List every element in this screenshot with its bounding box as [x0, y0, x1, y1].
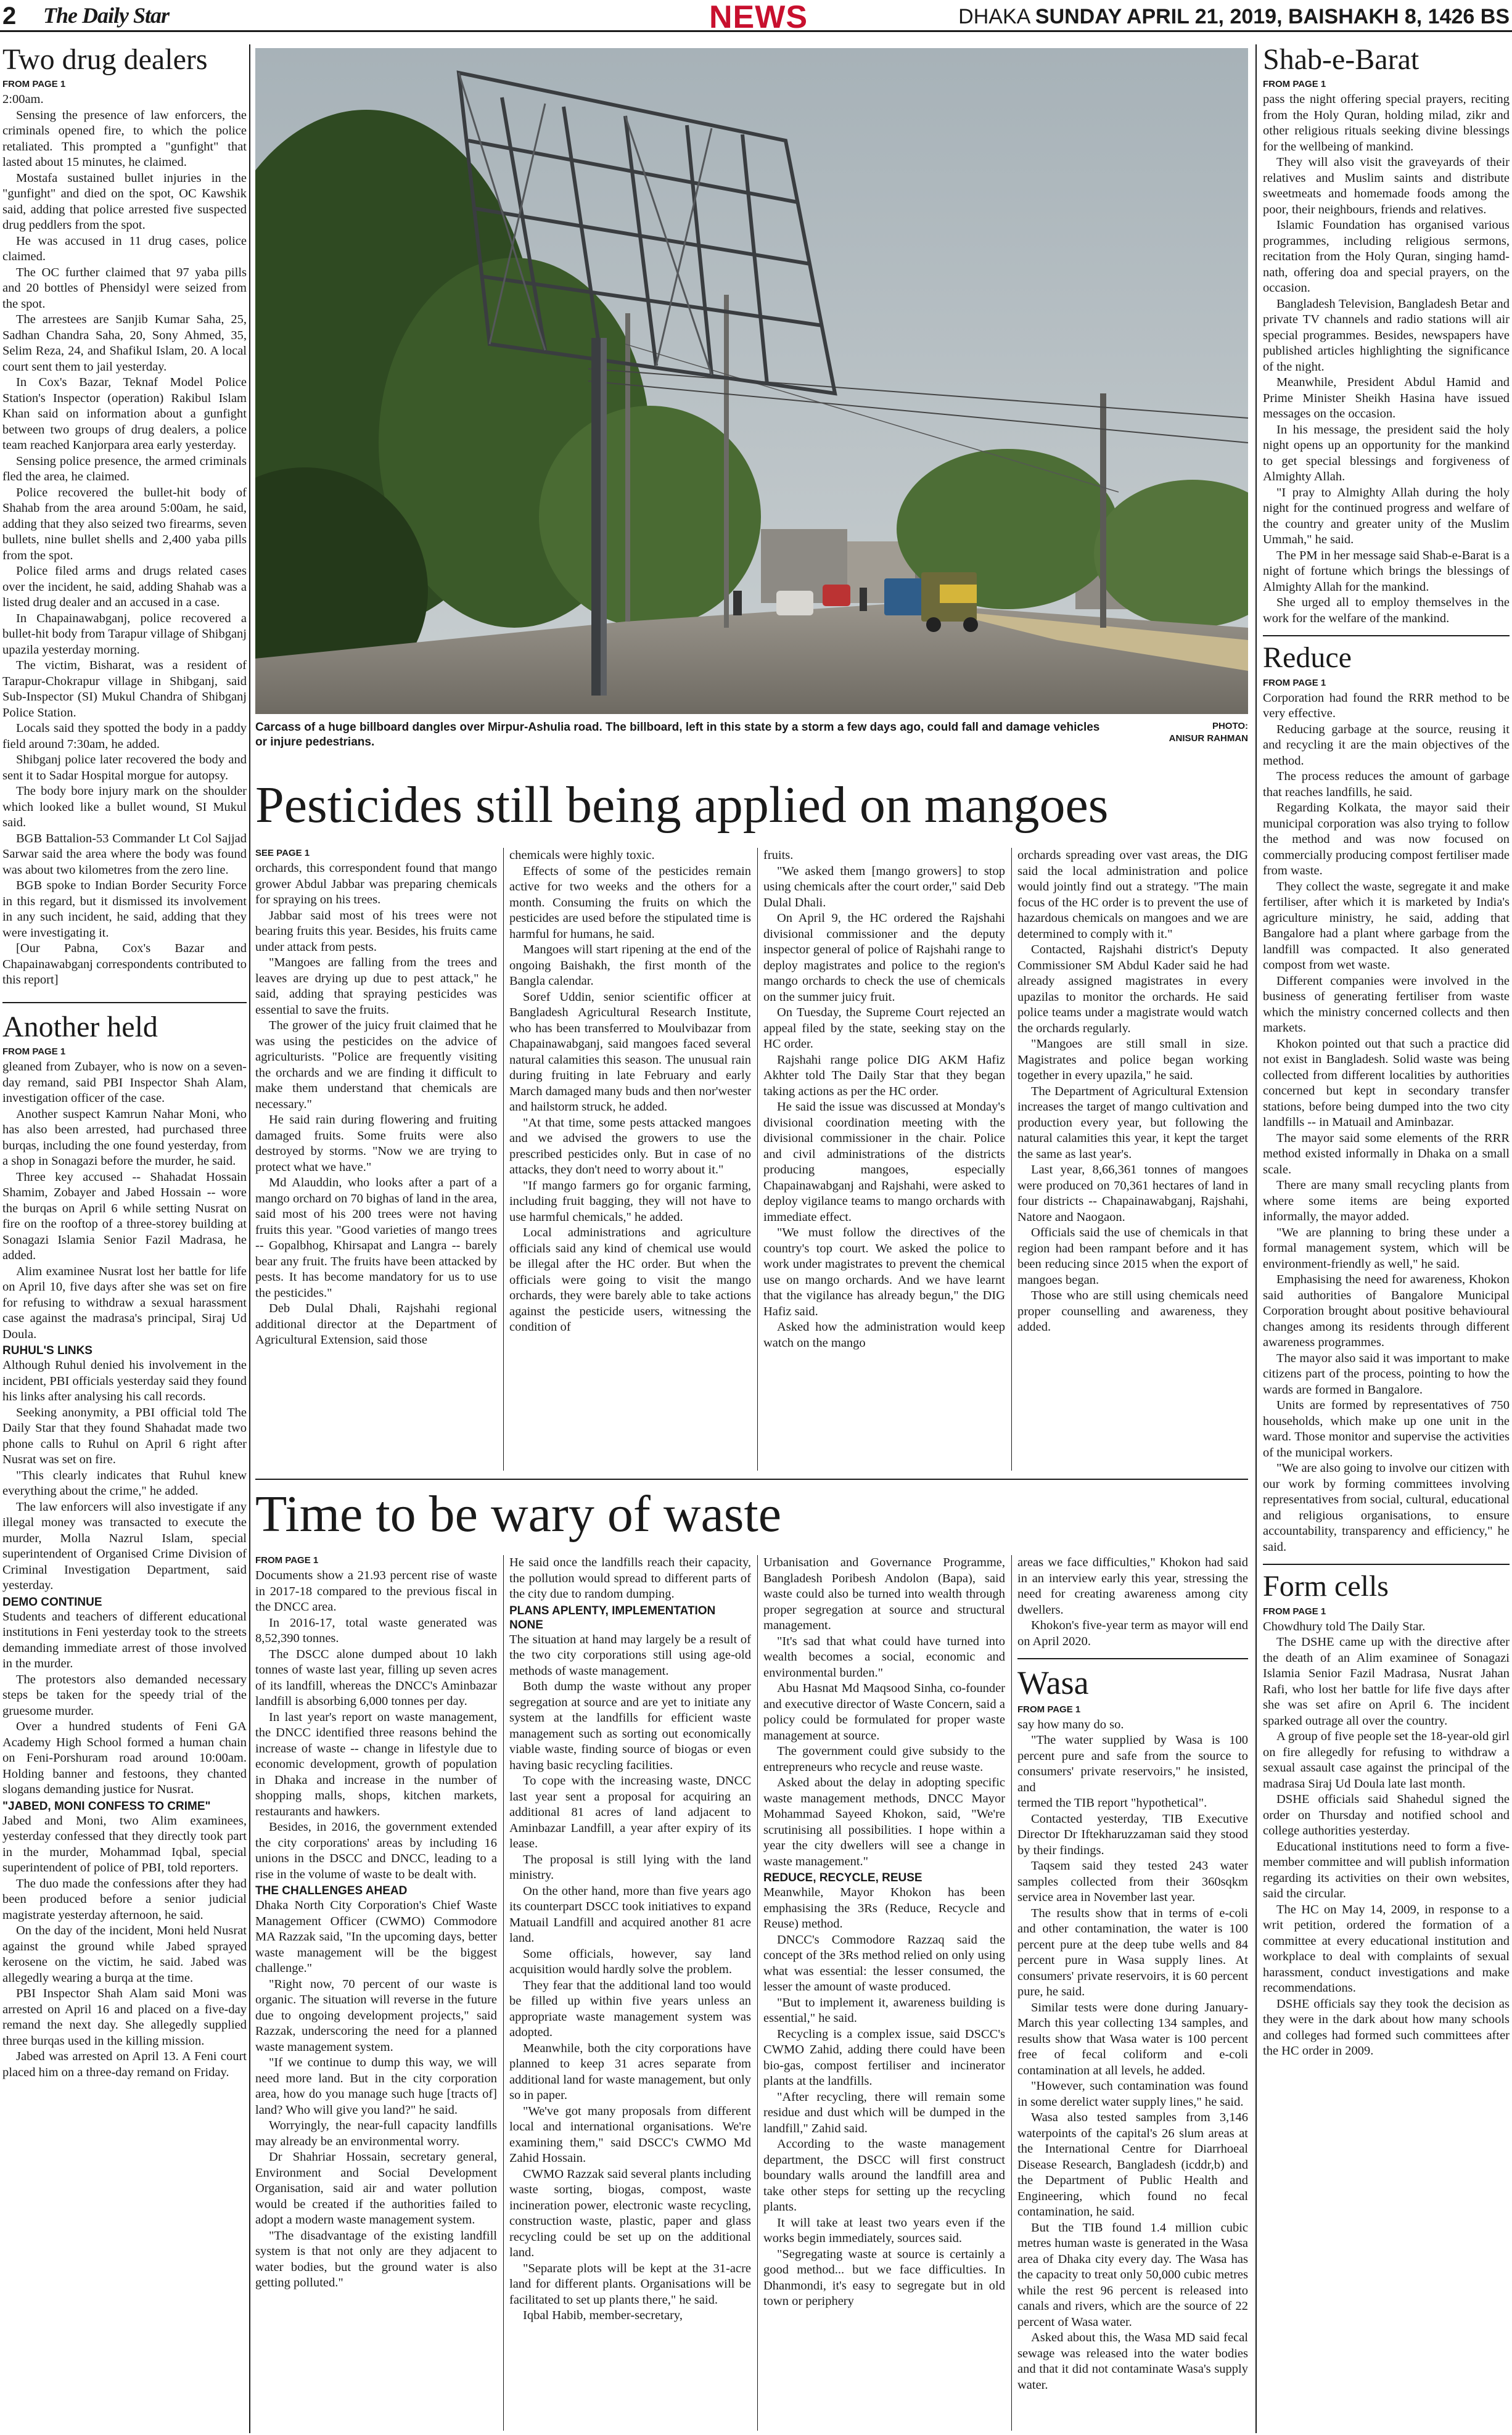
- billboard-photo: [255, 48, 1248, 714]
- article-form-cells: [1263, 1571, 1510, 2059]
- paragraph: "At that time, some pests attacked mangoes and we advised the growers to use the prescribed pesticides only. But in case of no attacks, they don't need to worry about it.": [509, 1115, 751, 1176]
- paragraph: The arrestees are Sanjib Kumar Saha, 25, Sadhan Chandra Saha, 20, Sony Ahmed, 35, Selim Reza, 24, and Shafikul Islam, 20. A local court sent them to jail yesterday.: [2, 313, 247, 374]
- paragraph: In Cox's Bazar, Teknaf Model Police Station's Inspector (operation) Rakibul Islam Khan said on information about a gunfight between two groups of drug dealers, a police team reached Kanjorpara area early yesterday.: [2, 376, 247, 453]
- paragraph: say how many do so.: [1017, 1717, 1124, 1731]
- paragraph: DSHE officials say they took the decision as they were in the dark about how many schools and colleges had formed such committees after the HC order in 2009.: [1263, 1997, 1510, 2058]
- paragraph: "I pray to Almighty Allah during the holy night for the continued progress and welfare of the country and greater unity of the Muslim Ummah," he said.: [1263, 485, 1510, 547]
- column-rule: [1011, 1555, 1012, 2431]
- paragraph: He said the issue was discussed at Monday's divisional coordination meeting with the divisional commissioner in the chair. Police and civil administrations of the districts producing mangoes, especially Chapainawabganj and Rajshahi, were asked to deploy vigilance teams to mango orchards with immediate effect.: [763, 1100, 1005, 1224]
- paragraph: "Separate plots will be kept at the 31-acre land for different plants. Organisations will be facilitated to set up plants there," he said.: [509, 2261, 751, 2307]
- paragraph: BGB spoke to Indian Border Security Force in this regard, but it dismissed its involvement in any such incident, he said, adding that they were investigating it.: [2, 879, 247, 940]
- paragraph: Mostafa sustained bullet injuries in the "gunfight" and died on the spot, OC Kawshik said, adding that police arrested five suspected drug peddlers from the spot.: [2, 171, 247, 232]
- paragraph: Students and teachers of different educational institutions in Feni yesterday took to the streets demanding immediate arrest of those involved in the murder.: [2, 1609, 247, 1671]
- paragraph: gleaned from Zubayer, who is now on a seven-day remand, said PBI Inspector Shah Alam, investigation officer of the case.: [2, 1060, 247, 1106]
- paragraph: "If mango farmers go for organic farming, including fruit bagging, they will not have to use harmful chemicals," he added.: [509, 1178, 751, 1224]
- headline-another-held: Another held: [2, 1010, 158, 1043]
- paragraph: In his message, the president said the holy night opens up an opportunity for the mankind to get special blessings and forgiveness of Almighty Allah.: [1263, 422, 1510, 484]
- paragraph: Sensing the presence of law enforcers, the criminals opened fire, to which the police retaliated. This prompted a "gunfight" that lasted about 15 minutes, he claimed.: [2, 108, 247, 170]
- paragraph: The situation at hand may largely be a result of the two city corporations still using age-old methods of waste management.: [509, 1632, 751, 1678]
- paragraph: Those who are still using chemicals need proper counselling and awareness, they added.: [1017, 1289, 1248, 1334]
- paragraph: "It's sad that what could have turned into wealth becomes a social, economic and environmental burden.": [763, 1634, 1005, 1680]
- paragraph: The Department of Agricultural Extension increases the target of mango cultivation and production every year, but following the natural calamities this year, it kept the target the same as last year's.: [1017, 1084, 1248, 1161]
- paragraph: Abu Hasnat Md Maqsood Sinha, co-founder and executive director of Waste Concern, said a policy could be formulated for proper waste management at source.: [763, 1682, 1005, 1743]
- paragraph: Islamic Foundation has organised various programmes, including religious sermons, recitation from the Holy Quran, singing hamd-nath, offering doa and special prayers, on the occasion.: [1263, 218, 1510, 295]
- paragraph: DNCC's Commodore Razzaq said the concept of the 3Rs method relied on only using what was essential: the lesser consumed, the lesser the amount of waste produced.: [763, 1932, 1005, 1994]
- column-rule: [757, 848, 758, 1471]
- paragraph: The government could give subsidy to the entrepreneurs who recycle and reuse waste.: [763, 1744, 1005, 1774]
- paragraph: "Right now, 70 percent of our waste is organic. The situation will reverse in the future due to ongoing development projects," said Razzak, underscoring the need for a planned waste management system.: [255, 1977, 497, 2054]
- paragraph: Reducing garbage at the source, reusing it and recycling it are the main objectives of the method.: [1263, 722, 1510, 768]
- kicker: FROM PAGE 1: [1263, 1606, 1326, 1617]
- paragraph: Local administrations and agriculture officials said any kind of chemical use would be illegal after the HC order. But when the officials were going to visit the mango orchards, they were barely able to take actions against the pesticide users, witnessing the condition of: [509, 1226, 751, 1334]
- paragraph: PBI Inspector Shah Alam said Moni was arrested on April 16 and placed on a five-day remand the next day. She allegedly supplied three burqas used in the killing mission.: [2, 1987, 247, 2048]
- paragraph: There are many small recycling plants from where some items are being exported informally, the mayor added.: [1263, 1178, 1510, 1224]
- subheading: REDUCE, RECYCLE, REUSE: [763, 1871, 922, 1884]
- paragraph: "Mangoes are falling from the trees and leaves are drying up due to pest attack," he said, adding that spraying pesticides was essential to save the fruits.: [255, 956, 497, 1017]
- paragraph: Dhaka North City Corporation's Chief Waste Management Officer (CWMO) Commodore MA Razzak said, "In the upcoming days, better waste management will be the biggest challenge.": [255, 1899, 497, 1975]
- paragraph: Wasa also tested samples from 3,146 waterpoints of the capital's 26 slum areas at the International Centre for Diarrhoeal Disease Research, Bangladesh (icddr,b) and the Department of Public Health and Engineering, which found no fecal contamination, he said.: [1017, 2111, 1248, 2219]
- paragraph: She urged all to employ themselves in the work for the welfare of the mankind.: [1263, 596, 1510, 625]
- paragraph: Contacted yesterday, TIB Executive Director Dr Iftekharuzzaman said they stood by their findings.: [1017, 1812, 1248, 1857]
- paragraph: Asked about this, the Wasa MD said fecal sewage was released into the water bodies and that it did not contaminate Wasa's supply water.: [1017, 2331, 1248, 2392]
- paragraph: BGB Battalion-53 Commander Lt Col Sajjad Sarwar said the area where the body was found was about two kilometres from the zero line.: [2, 831, 247, 877]
- paragraph: The PM in her message said Shab-e-Barat is a night of fortune which brings the blessings of Almighty Allah for the mankind.: [1263, 548, 1510, 594]
- paragraph: fruits.: [763, 848, 794, 862]
- headline-two-drug-dealers: Two drug dealers: [2, 44, 208, 76]
- pesticides-col-3: [763, 848, 1005, 1477]
- kicker: FROM PAGE 1: [1017, 1704, 1081, 1715]
- paragraph: Iqbal Habib, member-secretary,: [523, 2309, 683, 2322]
- pesticides-col-1: [255, 848, 497, 1477]
- pesticides-col-2: [509, 848, 751, 1477]
- paragraph: The DSCC alone dumped about 10 lakh tonnes of waste last year, filling up seven acres of its landfill, whereas the DNCC's Aminbazar landfill is absorbing 6,000 tonnes per day.: [255, 1647, 497, 1708]
- paragraph: Units are formed by representatives of 750 households, which make up one unit in the ward. Those monitor and supervise the activities of the municipal workers.: [1263, 1398, 1510, 1460]
- paragraph: Bangladesh Television, Bangladesh Betar and private TV channels and radio stations will air special programmes. Besides, newspapers have published articles highlighting the significance of the night.: [1263, 297, 1510, 374]
- paragraph: Md Alauddin, who looks after a part of a mango orchard on 70 bighas of land in the area, said most of his 200 trees were not having fruits this year. "Good varieties of mango trees -- Gopalbhog, Khirsapat and Langra -- barely bear any fruit. The fruits have been attacked by pests. It has become mandatory for us to use the pesticides.": [255, 1176, 497, 1300]
- column-rule: [503, 1555, 504, 2431]
- paragraph: Dr Shahriar Hossain, secretary general, Environment and Social Development Organisation, said air and water pollution would be created if the authorities failed to adopt a modern waste management system.: [255, 2150, 497, 2227]
- paragraph: "The disadvantage of the existing landfill system is that not only are they adjacent to water bodies, but the ground water is also getting polluted.": [255, 2228, 497, 2289]
- column-rule: [757, 1555, 758, 2431]
- article-body: [2, 92, 247, 988]
- paragraph: Deb Dulal Dhali, Rajshahi regional additional director at the Department of Agricultural Extension, said those: [255, 1302, 497, 1347]
- kicker: FROM PAGE 1: [255, 1555, 319, 1566]
- kicker: FROM PAGE 1: [2, 1046, 66, 1057]
- photo-credit: PHOTO: ANISUR RAHMAN: [1169, 721, 1248, 744]
- paragraph: On April 9, the HC ordered the Rajshahi divisional commissioner and the deputy inspector general of police of Rajshahi range to deploy magistrates and police to the region's mango orchards to check the use of chemicals on the summer juicy fruit.: [763, 911, 1005, 1004]
- subheading: PLANS APLENTY, IMPLEMENTATION NONE: [509, 1604, 716, 1632]
- dateline: DHAKA SUNDAY APRIL 21, 2019, BAISHAKH 8, 1426 BS: [958, 5, 1510, 28]
- paragraph: Some officials, however, say land acquisition would hardly solve the problem.: [509, 1947, 751, 1976]
- left-column: [2, 44, 247, 2433]
- paragraph: In 2016-17, total waste generated was 8,52,390 tonnes.: [255, 1616, 497, 1645]
- paragraph: Although Ruhul denied his involvement in the incident, PBI officials yesterday said they found his links after analysing his call records.: [2, 1358, 247, 1404]
- paragraph: [Our Pabna, Cox's Bazar and Chapainawabganj correspondents contributed to this report]: [2, 942, 247, 987]
- paragraph: Corporation had found the RRR method to be very effective.: [1263, 691, 1510, 721]
- paragraph: The proposal is still lying with the land ministry.: [509, 1852, 751, 1882]
- paragraph: The HC on May 14, 2009, in response to a writ petition, ordered the formation of a committee at every educational institution and workplace to deal with complaints of sexual harassment, conduct investigations and make recommendations.: [1263, 1902, 1510, 1995]
- paragraph: Effects of some of the pesticides remain active for two weeks and the others for a month. Consuming the fruits on which the pesticides are used before the stipulated time is harmful for humans, he said.: [509, 864, 751, 941]
- paragraph: "We've got many proposals from different local and international organisations. We're examining them," said DSCC's CWMO Md Zahid Hossain.: [509, 2104, 751, 2165]
- paragraph: The body bore injury mark on the shoulder which looked like a bullet wound, SI Mukul said.: [2, 784, 247, 830]
- paragraph: Jabed was arrested on April 13. A Feni court placed him on a three-day remand on Friday.: [2, 2050, 247, 2079]
- paragraph: "However, such contamination was found in some derelict water supply lines," he said.: [1017, 2079, 1248, 2109]
- paragraph: Soref Uddin, senior scientific officer at Bangladesh Agricultural Research Institute, who has been transferred to Moulvibazar from Chapainawabganj, said mangoes faced several natural calamities this season. The unusual rain during fruiting in late February and early March damaged many buds and then nor'wester and hailstorm struck, he added.: [509, 990, 751, 1114]
- paragraph: Contacted, Rajshahi district's Deputy Commissioner SM Abdul Kader said he had already assigned magistrates in every upazilas to monitor the orchards. He said police teams under a magistrate would watch the orchards regularly.: [1017, 943, 1248, 1035]
- paragraph: "Segregating waste at source is certainly a good method... but we face difficulties. In Dhanmondi, it's easy to segregate but in old town or periphery: [763, 2247, 1005, 2308]
- paragraph: They collect the waste, segregate it and make fertiliser, after which it is marketed by India's agriculture ministry, he said, adding that Bangalore had a plant where garbage from the landfill was compacted. It also generated compost from wet waste.: [1263, 879, 1510, 972]
- paragraph: The duo made the confessions after they had been produced before a senior judicial magistrate yesterday afternoon, he said.: [2, 1876, 247, 1922]
- paragraph: The mayor also said it was important to make citizens part of the process, pointing to how the wards are formed in Bangalore.: [1263, 1351, 1510, 1397]
- paragraph: The protestors also demanded necessary steps be taken for the speedy trial of the gruesome murder.: [2, 1672, 247, 1718]
- paragraph: 2:00am.: [2, 92, 44, 107]
- headline-wasa: Wasa: [1017, 1664, 1089, 1701]
- paragraph: Last year, 8,66,361 tonnes of mangoes were produced on 70,361 hectares of land in four districts -- Chapainawabganj, Rajshahi, Natore and Naogaon.: [1017, 1163, 1248, 1224]
- paragraph: He said once the landfills reach their capacity, the pollution would spread to different parts of the city due to random dumping.: [509, 1556, 751, 1601]
- paragraph: Shibganj police later recovered the body and sent it to Sadar Hospital morgue for autopsy.: [2, 753, 247, 782]
- page-number: 2: [2, 2, 17, 30]
- newspaper-logo: The Daily Star: [43, 3, 170, 28]
- paragraph: "We asked them [mango growers] to stop using chemicals after the court order," said Deb Dulal Dhali.: [763, 864, 1005, 910]
- paragraph: In Chapainawabganj, police recovered a bullet-hit body from Tarapur village of Shibganj upazila yesterday morning.: [2, 611, 247, 657]
- paragraph: chemicals were highly toxic.: [509, 848, 655, 862]
- article-another-held: [2, 1012, 247, 2080]
- paragraph: On the day of the incident, Moni held Nusrat against the ground while Jabed sprayed kerosene on the victim, he said. Jabed was allegedly wearing a burqa at the time.: [2, 1924, 247, 1985]
- paragraph: Different companies were involved in the business of generating fertiliser from waste which the ministry concerned collects and then markets.: [1263, 974, 1510, 1035]
- divider: [1017, 1658, 1248, 1659]
- article-wasa: [1017, 1665, 1248, 2393]
- waste-col-4: [1017, 1555, 1248, 2433]
- paragraph: Regarding Kolkata, the mayor said their municipal corporation was also trying to follow the method and was now focused on commercially producing compost fertiliser made from waste.: [1263, 801, 1510, 878]
- paragraph: To cope with the increasing waste, DNCC last year sent a proposal for acquiring an additional 81 acres of land adjacent to Aminbazar Landfill, a year after expiry of its lease.: [509, 1774, 751, 1850]
- paragraph: In last year's report on waste management, the DNCC identified three reasons behind the increase of waste -- change in lifestyle due to economic development, growth of population in Dhaka and increase in the number of shopping malls, shops, kitchen markets, restaurants and hawkers.: [255, 1710, 497, 1818]
- subheading: "JABED, MONI CONFESS TO CRIME": [2, 1799, 211, 1813]
- paragraph: Asked how the administration would keep watch on the mango: [763, 1320, 1005, 1350]
- paragraph: Khokon's five-year term as mayor will end on April 2020.: [1017, 1619, 1248, 1648]
- paragraph: He said rain during flowering and fruiting damaged fruits. Some fruits were also destroyed by storms. "Now we are trying to protect what we have.": [255, 1113, 497, 1174]
- paragraph: pass the night offering special prayers, reciting from the Holy Quran, holding milad, zikr and other religious rituals seeking divine blessings for the wellbeing of mankind.: [1263, 92, 1510, 154]
- headline-reduce: Reduce: [1263, 641, 1352, 675]
- paragraph: The OC further claimed that 97 yaba pills and 20 bottles of Phensidyl were seized from the spot.: [2, 265, 247, 311]
- paragraph: orchards spreading over vast areas, the DIG said the local administration and police would jointly find out a strategy. "The main focus of the HC order is to prevent the use of hazardous chemicals on mangoes and we are determined to comply with it.": [1017, 848, 1248, 941]
- right-column: [1263, 44, 1510, 2433]
- paragraph: The results show that in terms of e-coli and other contamination, the water is 100 percent pure at the deep tube wells and 84 percent pure in Wasa supply lines. At consumers' private reservoirs, it is 60 percent pure, he said.: [1017, 1906, 1248, 1999]
- paragraph: "But to implement it, awareness building is essential," he said.: [763, 1995, 1005, 2025]
- paragraph: "The water supplied by Wasa is 100 percent pure and safe from the source to consumers' private reservoirs," he insisted, and: [1017, 1733, 1248, 1794]
- paragraph: It will take at least two years even if the works begin immediately, sources said.: [763, 2215, 1005, 2245]
- paragraph: The law enforcers will also investigate if any illegal money was transacted to execute the murder, Molla Nazrul Islam, special superintendent of Organised Crime Division of Criminal Investigation Department, said yesterday.: [2, 1500, 247, 1593]
- paragraph: Documents show a 21.93 percent rise of waste in 2017-18 compared to the previous fiscal in the DNCC area.: [255, 1569, 497, 1614]
- subheading: DEMO CONTINUE: [2, 1595, 102, 1609]
- headline-form-cells: Form cells: [1263, 1570, 1389, 1603]
- paragraph: Meanwhile, Mayor Khokon has been emphasising the 3Rs (Reduce, Recycle and Reuse) method.: [763, 1886, 1005, 1931]
- waste-col-2: [509, 1555, 751, 2433]
- billboard-photo-image: [255, 48, 1248, 714]
- column-rule: [1255, 44, 1257, 2433]
- waste-col-1: [255, 1555, 497, 2433]
- paragraph: Urbanisation and Governance Programme, Bangladesh Poribesh Andolon (Bapa), said waste could also be turned into wealth through proper segregation at source and structural management.: [763, 1556, 1005, 1632]
- article-shab-e-barat: [1263, 44, 1510, 626]
- paragraph: Worryingly, the near-full capacity landfills may already be an environmental worry.: [255, 2119, 497, 2148]
- headline-waste: Time to be wary of waste: [255, 1485, 782, 1543]
- section-label: NEWS: [709, 0, 808, 35]
- column-rule: [503, 848, 504, 1471]
- paragraph: Jabbar said most of his trees were not bearing fruits this year. Besides, his fruits came under attack from pests.: [255, 908, 497, 954]
- paragraph: The DSHE came up with the directive after the death of an Alim examinee of Sonagazi Islamia Senior Fazil Madrasa, Nusrat Jahan Rafi, who lost her battle for life five days after she was set afire on April 6. The incident sparked outrage all over the country.: [1263, 1635, 1510, 1728]
- paragraph: A group of five people set the 18-year-old girl on fire allegedly for refusing to withdraw a sexual assault case against the principal of the madrasa Siraj Ud Doula late last month.: [1263, 1730, 1510, 1791]
- paragraph: But the TIB found 1.4 million cubic metres human waste is generated in the Wasa area of Dhaka city every day. The Wasa has the capacity to treat only 50,000 cubic metres while the rest 96 percent is released into canals and rivers, which are the source of 22 percent of Wasa water.: [1017, 2220, 1248, 2329]
- article-body: [2, 1059, 247, 2080]
- paragraph: Educational institutions need to form a five-member committee and will publish information regarding its activities on their own websites, said the circular.: [1263, 1839, 1510, 1901]
- photo-caption: [255, 720, 1248, 757]
- paragraph: On the other hand, more than five years ago its counterpart DSCC took initiatives to expand Matuail Landfill and acquired another 81 acre land.: [509, 1884, 751, 1945]
- paragraph: Police recovered the bullet-hit body of Shahab from the area around 5:00am, he said, adding that they also seized two firearms, seven bullets, nine bullet shells and 2,400 yaba pills from the spot.: [2, 485, 247, 562]
- paragraph: According to the waste management department, the DSCC will first construct boundary walls around the landfill area and take other steps for setting up the recycling plants.: [763, 2137, 1005, 2214]
- paragraph: Besides, in 2016, the government extended the city corporations' areas by including 16 unions in the DSCC and DNCC, leading to a rise in the volume of waste to be dealt with.: [255, 1820, 497, 1881]
- divider: [2, 1002, 247, 1003]
- paragraph: The process reduces the amount of garbage that reaches landfills, he said.: [1263, 770, 1510, 799]
- paragraph: The victim, Bisharat, was a resident of Tarapur-Chokrapur village in Shibganj, said Sub-Inspector (SI) Mukul Chandra of Shibganj Police Station.: [2, 659, 247, 720]
- paragraph: termed the TIB report "hypothetical".: [1017, 1796, 1207, 1810]
- paragraph: areas we face difficulties," Khokon had said in an interview early this year, stressing the need for creating awareness among city dwellers.: [1017, 1556, 1248, 1617]
- paragraph: "We must follow the directives of the country's top court. We asked the police to work under magistrates to prevent the chemical use on mango orchards. And we have learnt that the vigilance has already begun," the DIG Hafiz said.: [763, 1226, 1005, 1318]
- paragraph: Over a hundred students of Feni GA Academy High School formed a human chain on Feni-Porshuram road around 10:00am. Holding banner and festoons, they chanted slogans demanding justice for Nusrat.: [2, 1720, 247, 1797]
- paragraph: "This clearly indicates that Ruhul knew everything about the crime," he added.: [2, 1468, 247, 1498]
- paragraph: CWMO Razzak said several plants including waste sorting, biogas, compost, waste incineration power, electronic waste recycling, construction waste, plastic, paper and glass recycling could be set up on the additional land.: [509, 2167, 751, 2259]
- caption-text: Carcass of a huge billboard dangles over Mirpur-Ashulia road. The billboard, left in this state by a storm a few days ago, could fall and damage vehicles or injure pedestrians.: [255, 721, 1100, 749]
- paragraph: "Mangoes are still small in size. Magistrates and police began working together in every upazila," he said.: [1017, 1037, 1248, 1082]
- divider: [255, 1479, 1248, 1480]
- headline-shab-e-barat: Shab-e-Barat: [1263, 44, 1420, 76]
- waste-col-3: [763, 1555, 1005, 2433]
- kicker: FROM PAGE 1: [1263, 79, 1326, 90]
- paragraph: orchards, this correspondent found that mango grower Abdul Jabbar was preparing chemicals for spraying on his trees.: [255, 861, 497, 906]
- paragraph: Sensing police presence, the armed criminals fled the area, he claimed.: [2, 454, 247, 484]
- pesticides-col-4: [1017, 848, 1248, 1477]
- paragraph: Rajshahi range police DIG AKM Hafiz Akhter told The Daily Star that they began taking actions as per the HC order.: [763, 1053, 1005, 1098]
- paragraph: Similar tests were done during January-March this year collecting 134 samples, and results show that Wasa water is 100 percent free of fecal coliform and e-coli contamination at all levels, he added.: [1017, 2000, 1248, 2077]
- paragraph: Recycling is a complex issue, said DSCC's CWMO Zahid, adding there could have been bio-gas, compost fertiliser and incinerator plants at the landfills.: [763, 2027, 1005, 2088]
- paragraph: Three key accused -- Shahadat Hossain Shamim, Zobayer and Jabed Hossain -- wore the burqas on April 6 while setting Nusrat on fire on the rooftop of a three-storey building at Sonagazi Islamia Senior Fazil Madrasa, he added.: [2, 1170, 247, 1263]
- paragraph: Emphasising the need for awareness, Khokon said authorities of Bangalore Municipal Corporation brought about positive behavioural changes among its residents through different awareness programmes.: [1263, 1273, 1510, 1350]
- divider: [1263, 635, 1510, 636]
- article-reduce: [1263, 643, 1510, 1555]
- paragraph: On Tuesday, the Supreme Court rejected an appeal filed by the state, seeking stay on the HC order.: [763, 1006, 1005, 1051]
- divider: [1263, 1564, 1510, 1565]
- paragraph: Another suspect Kamrun Nahar Moni, who has also been arrested, had purchased three burqas, including the one found yesterday, from a shop in Sonagazi before the murder, he said.: [2, 1107, 247, 1168]
- paragraph: Police filed arms and drugs related cases over the incident, he said, adding Shahab was a listed drug dealer and an accused in a case.: [2, 564, 247, 610]
- paragraph: "We are also going to involve our citizen with our work by forming committees involving representatives from social, cultural, educational and religious organisations, to ensure accountability, transparency and efficiency," he said.: [1263, 1461, 1510, 1554]
- paragraph: Jabed and Moni, two Alim examinees, yesterday confessed that they directly took part in the murder, Mohammad Iqbal, special superintendent of police of PBI, told reporters.: [2, 1813, 247, 1875]
- paragraph: Officials said the use of chemicals in that region had been rampant before and it has been reducing since 2015 when the export of mangoes began.: [1017, 1226, 1248, 1287]
- paragraph: Chowdhury told The Daily Star.: [1263, 1619, 1426, 1633]
- kicker: FROM PAGE 1: [2, 79, 66, 90]
- paragraph: DSHE officials said Shahedul signed the order on Thursday and notified school and college authorities yesterday.: [1263, 1792, 1510, 1838]
- paragraph: The mayor said some elements of the RRR method existed informally in Dhaka on a small scale.: [1263, 1131, 1510, 1176]
- kicker: SEE PAGE 1: [255, 848, 310, 858]
- paragraph: Seeking anonymity, a PBI official told The Daily Star that they found Shahadat made two phone calls to Ruhul on April 6 right after Nusrat was set on fire.: [2, 1405, 247, 1467]
- paragraph: Mangoes will start ripening at the end of the ongoing Baishakh, the first month of the Bangla calendar.: [509, 943, 751, 988]
- kicker: FROM PAGE 1: [1263, 677, 1326, 688]
- paragraph: "After recycling, there will remain some residue and dust which will be dumped in the landfill," Zahid said.: [763, 2090, 1005, 2135]
- masthead: [0, 0, 1512, 35]
- subheading: RUHUL'S LINKS: [2, 1344, 92, 1358]
- paragraph: "If we continue to dump this way, we will need more land. But in the city corporation area, how do you manage such huge [tracts of] land? Who will give you land?" he said.: [255, 2056, 497, 2117]
- paragraph: They fear that the additional land too would be filled up within five years unless an appropriate waste management system was adopted.: [509, 1978, 751, 2039]
- paragraph: Alim examinee Nusrat lost her battle for life on April 10, five days after she was set on fire for refusing to withdraw a sexual harassment case against the madrasa's principal, Siraj Ud Doula.: [2, 1264, 247, 1341]
- subheading: THE CHALLENGES AHEAD: [255, 1884, 408, 1897]
- paragraph: Meanwhile, both the city corporations have planned to keep 31 acres separate from additional land for waste management, but only so in paper.: [509, 2041, 751, 2102]
- column-rule: [1011, 848, 1012, 1471]
- paragraph: Asked about the delay in adopting specific waste management methods, DNCC Mayor Mohammad Sayeed Khokon, said, "We're scrutinising all possibilities. I hope within a year the city dwellers will see a change in waste management.": [763, 1776, 1005, 1868]
- article-two-drug-dealers: [2, 44, 247, 988]
- paragraph: They will also visit the graveyards of their relatives and Muslim saints and distribute sweetmeats and homemade foods among the poor, their neighbours, friends and relatives.: [1263, 155, 1510, 216]
- paragraph: "We are planning to bring these under a formal management system, which will be environment-friendly as well," he said.: [1263, 1225, 1510, 1271]
- column-rule: [249, 44, 250, 2433]
- paragraph: The grower of the juicy fruit claimed that he was using the pesticides on the advice of agriculturists. "Police are frequently visiting the orchards and we are finding it difficult to make them understand that chemicals are necessary.": [255, 1019, 497, 1111]
- paragraph: Both dump the waste without any proper segregation at source and are yet to initiate any system at the landfills for efficient waste management such as sorting out economically viable waste, finding source of biogas or even having basic recycling facilities.: [509, 1680, 751, 1772]
- paragraph: Locals said they spotted the body in a paddy field around 7:30am, he added.: [2, 721, 247, 751]
- headline-pesticides: Pesticides still being applied on mangoes: [255, 776, 1109, 834]
- paragraph: He was accused in 11 drug cases, police claimed.: [2, 234, 247, 264]
- paragraph: Taqsem said they tested 243 water samples collected from their 360sqkm service area in November last year.: [1017, 1859, 1248, 1905]
- paragraph: Meanwhile, President Abdul Hamid and Prime Minister Sheikh Hasina have issued messages on the occasion.: [1263, 376, 1510, 421]
- paragraph: Khokon pointed out that such a practice did not exist in Bangladesh. Solid waste was being collected from different localities by authorities concerned but kept in secondary transfer stations, before being dumped into the two city landfills -- in Matuail and Aminbazar.: [1263, 1037, 1510, 1130]
